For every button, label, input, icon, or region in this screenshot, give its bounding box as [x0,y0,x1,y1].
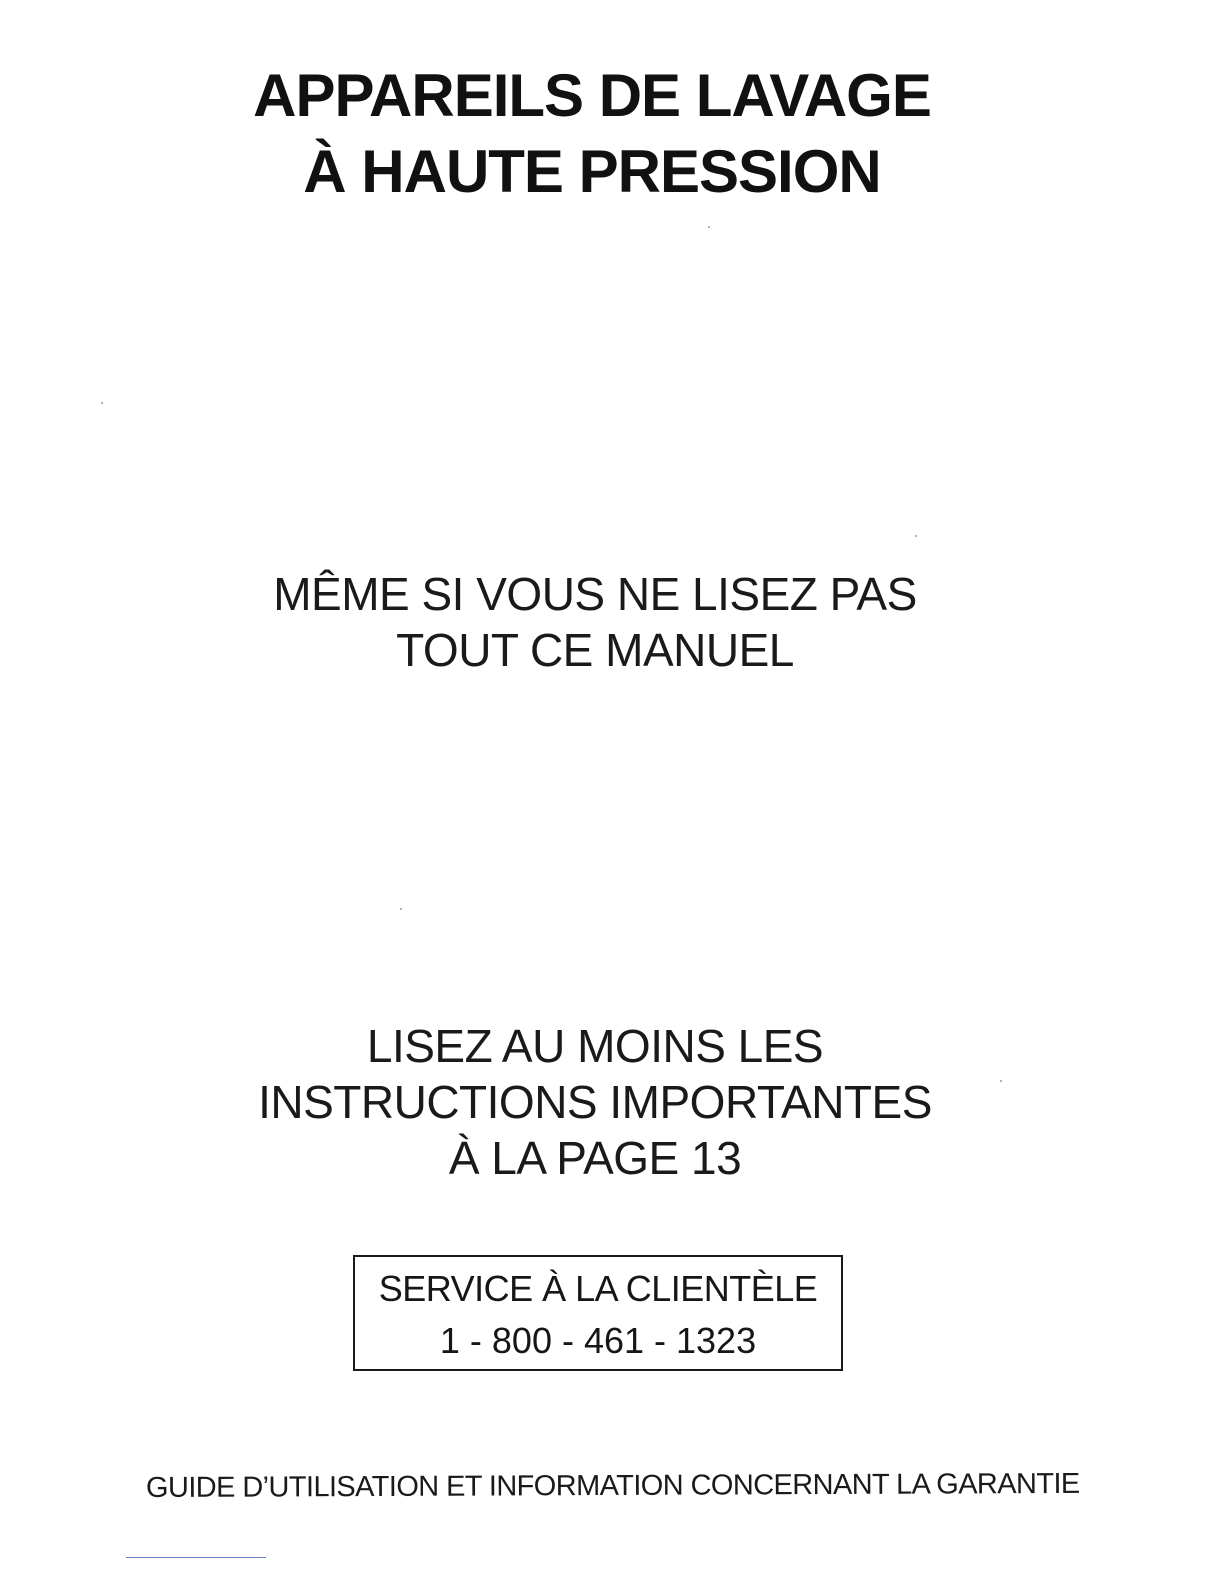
customer-service-label: SERVICE À LA CLIENTÈLE [378,1268,818,1309]
instructions-notice-line-1: LISEZ AU MOINS LES [366,1020,824,1072]
title-line-2: À HAUTE PRESSION [303,138,881,205]
reading-notice-line-1: MÊME SI VOUS NE LISEZ PAS [273,568,917,620]
reading-notice-line-2: TOUT CE MANUEL [396,624,794,676]
reading-notice [0,566,1190,678]
instructions-notice-line-2: INSTRUCTIONS IMPORTANTES [258,1076,932,1128]
scan-speck [915,535,917,537]
page-title [0,58,1184,210]
scan-artifact-line [126,1557,266,1558]
important-instructions-notice [0,1018,1190,1186]
customer-service-box [353,1255,843,1371]
scan-speck [1000,1080,1002,1082]
instructions-notice-line-3: À LA PAGE 13 [448,1132,742,1184]
scan-speck [708,226,710,228]
guide-footer: GUIDE D’UTILISATION ET INFORMATION CONCERNANT LA GARANTIE [145,1467,1080,1504]
customer-service-phone: 1 - 800 - 461 - 1323 [439,1320,757,1361]
scan-speck [400,908,402,910]
title-line-1: APPAREILS DE LAVAGE [253,62,931,129]
scan-speck [101,402,103,404]
